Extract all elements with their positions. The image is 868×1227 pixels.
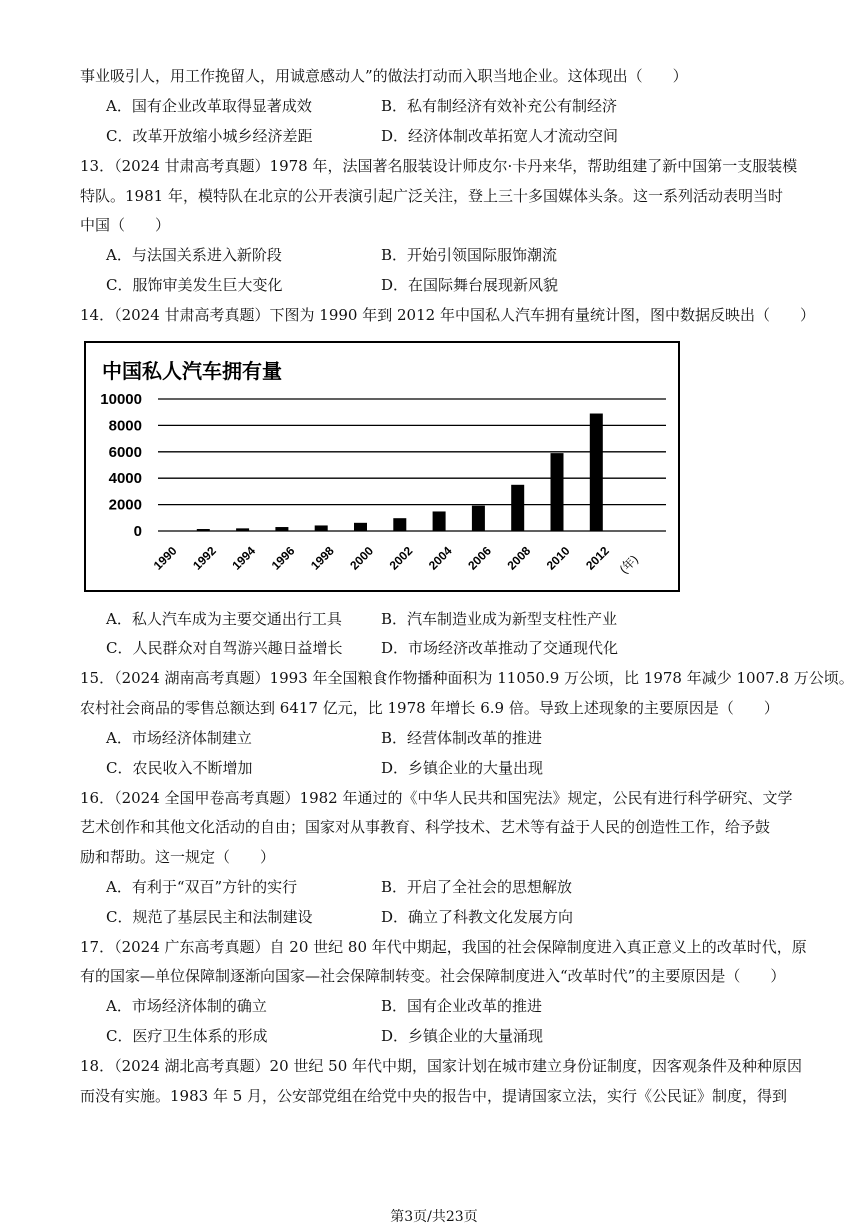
chart-plot xyxy=(86,343,678,590)
q16-option-b[interactable]: B．开启了全社会的思想解放 xyxy=(381,878,573,896)
bar xyxy=(236,528,249,531)
x-tick-label: 2012 xyxy=(583,543,612,573)
q17-option-a[interactable]: A．市场经济体制的确立 xyxy=(106,997,267,1015)
x-tick-label: 2002 xyxy=(386,543,416,573)
y-tick-label: 4000 xyxy=(108,470,142,488)
q13-option-c[interactable]: C．服饰审美发生巨大变化 xyxy=(106,276,283,294)
q13-stem-line-2: 特队。1981 年，模特队在北京的公开表演引起广泛关注，登上三十多国媒体头条。这一系列活动表明当时 xyxy=(80,187,783,205)
q15-stem-line-1: 15．（2024 湖南高考真题）1993 年全国粮食作物播种面积为 11050.9 万公顷，比 1978 年减少 1007.8 万公顷。 xyxy=(80,669,854,687)
bar xyxy=(354,523,367,531)
q16-option-c[interactable]: C．规范了基层民主和法制建设 xyxy=(106,908,313,926)
q14-option-c[interactable]: C．人民群众对自驾游兴趣日益增长 xyxy=(106,639,343,657)
y-tick-label: 6000 xyxy=(108,443,142,461)
bar xyxy=(511,485,524,531)
y-tick-label: 2000 xyxy=(108,496,142,514)
q12-stem-cont: 事业吸引人，用工作挽留人，用诚意感动人”的做法打动而入职当地企业。这体现出（ ） xyxy=(80,67,688,85)
q12-option-a[interactable]: A．国有企业改革取得显著成效 xyxy=(106,97,312,115)
bar xyxy=(433,511,446,531)
q14-option-d[interactable]: D．市场经济改革推动了交通现代化 xyxy=(381,639,619,657)
q14-option-a[interactable]: A．私人汽车成为主要交通出行工具 xyxy=(106,610,342,628)
x-tick-label: 1998 xyxy=(307,543,337,573)
q13-option-a[interactable]: A．与法国关系进入新阶段 xyxy=(106,246,282,264)
q14-option-b[interactable]: B．汽车制造业成为新型支柱性产业 xyxy=(381,610,618,628)
bar xyxy=(590,414,603,531)
car-ownership-chart xyxy=(84,341,680,592)
q12-option-c[interactable]: C．改革开放缩小城乡经济差距 xyxy=(106,127,313,145)
bar xyxy=(315,525,328,531)
x-tick-label: 2008 xyxy=(504,543,534,573)
x-tick-label: 1990 xyxy=(150,543,180,573)
q16-stem-line-1: 16．（2024 全国甲卷高考真题）1982 年通过的《中华人民共和国宪法》规定，公民有进行科学研究、文学 xyxy=(80,789,793,807)
q12-option-b[interactable]: B．私有制经济有效补充公有制经济 xyxy=(381,97,618,115)
bar xyxy=(551,453,564,531)
q16-stem-line-2: 艺术创作和其他文化活动的自由；国家对从事教育、科学技术、艺术等有益于人民的创造性工作，给予鼓 xyxy=(80,818,771,836)
y-tick-label: 0 xyxy=(133,523,142,540)
q13-option-b[interactable]: B．开始引领国际服饰潮流 xyxy=(381,246,558,264)
q17-option-b[interactable]: B．国有企业改革的推进 xyxy=(381,997,543,1015)
bar xyxy=(275,527,288,531)
q16-option-d[interactable]: D．确立了科教文化发展方向 xyxy=(381,908,574,926)
bar xyxy=(393,518,406,531)
x-tick-label: 2010 xyxy=(543,543,573,573)
chart-title: 中国私人汽车拥有量 xyxy=(102,359,282,383)
page-footer: 第3页/共23页 xyxy=(390,1209,478,1225)
q13-option-d[interactable]: D．在国际舞台展现新风貌 xyxy=(381,276,559,294)
q16-option-a[interactable]: A．有利于“双百”方针的实行 xyxy=(106,878,298,896)
q15-stem-line-2: 农村社会商品的零售总额达到 6417 亿元，比 1978 年增长 6.9 倍。导致上述现象的主要原因是（ ） xyxy=(80,699,779,717)
x-tick-label: 1996 xyxy=(268,543,298,573)
x-tick-label: 2004 xyxy=(425,543,455,573)
q15-option-d[interactable]: D．乡镇企业的大量出现 xyxy=(381,759,544,777)
bar xyxy=(197,529,210,531)
q12-option-d[interactable]: D．经济体制改革拓宽人才流动空间 xyxy=(381,127,619,145)
q17-option-d[interactable]: D．乡镇企业的大量涌现 xyxy=(381,1027,544,1045)
q15-option-b[interactable]: B．经营体制改革的推进 xyxy=(381,729,543,747)
y-tick-label: 8000 xyxy=(108,417,142,435)
q13-stem-line-3: 中国（ ） xyxy=(80,216,171,234)
q15-option-c[interactable]: C．农民收入不断增加 xyxy=(106,759,253,777)
x-axis-unit-label: (年) xyxy=(616,552,641,577)
x-tick-label: 1994 xyxy=(229,543,259,573)
q16-stem-line-3: 励和帮助。这一规定（ ） xyxy=(80,848,276,866)
q15-option-a[interactable]: A．市场经济体制建立 xyxy=(106,729,252,747)
q13-stem-line-1: 13．（2024 甘肃高考真题）1978 年，法国著名服装设计师皮尔·卡丹来华，帮助组建了新中国第一支服装模 xyxy=(80,157,798,175)
bar xyxy=(472,506,485,531)
y-tick-label: 10000 xyxy=(100,391,142,408)
x-tick-label: 2000 xyxy=(347,543,377,573)
q17-option-c[interactable]: C．医疗卫生体系的形成 xyxy=(106,1027,268,1045)
q18-stem-line-1: 18．（2024 湖北高考真题）20 世纪 50 年代中期，国家计划在城市建立身份证制度，因客观条件及种种原因 xyxy=(80,1057,803,1075)
q17-stem-line-1: 17．（2024 广东高考真题）自 20 世纪 80 年代中期起，我国的社会保障制度进入真正意义上的改革时代，原 xyxy=(80,938,807,956)
q18-stem-line-2: 而没有实施。1983 年 5 月，公安部党组在给党中央的报告中，提请国家立法，实行《公民证》制度，得到 xyxy=(80,1087,788,1105)
q17-stem-line-2: 有的国家—单位保障制逐渐向国家—社会保障制转变。社会保障制度进入“改革时代”的主要原因是（ ） xyxy=(80,967,786,985)
x-tick-label: 1992 xyxy=(190,543,219,573)
q14-stem-line-1: 14．（2024 甘肃高考真题）下图为 1990 年到 2012 年中国私人汽车拥有量统计图，图中数据反映出（ ） xyxy=(80,306,815,324)
x-tick-label: 2006 xyxy=(465,543,494,573)
